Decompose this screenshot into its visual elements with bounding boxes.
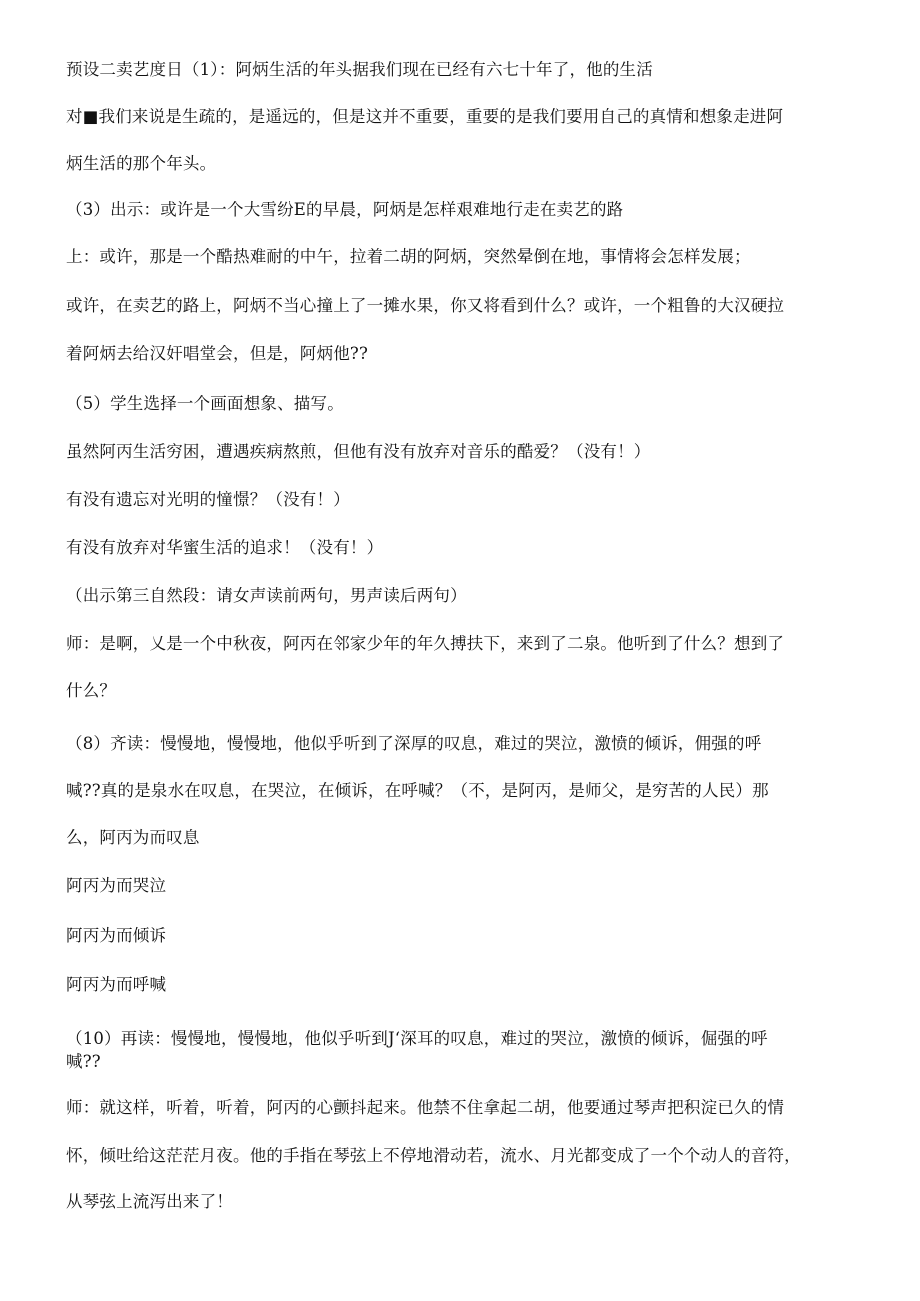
text-line: 阿丙为而哭泣 [66, 876, 167, 895]
text-line: 炳生活的那个年头。 [66, 154, 217, 173]
text-line: 什么？ [66, 681, 117, 700]
text-line: 或许，在卖艺的路上，阿炳不当心撞上了一摊水果，你又将看到什么？或许，一个粗鲁的大汉硬拉 [66, 296, 785, 315]
text-line: 师：就这样，听着，听着，阿丙的心颤抖起来。他禁不住拿起二胡，他要通过琴声把积淀已久的情 [66, 1098, 785, 1117]
text-line: 虽然阿丙生活穷困，遭遇疾病熬煎，但他有没有放弃对音乐的酷爱？（没有！） [66, 442, 651, 461]
text-line: 从琴弦上流泻出来了！ [66, 1192, 233, 1211]
text-line: （3）出示：或许是一个大雪纷E的早晨，阿炳是怎样艰难地行走在卖艺的路 [66, 200, 624, 219]
text-line: 对■我们来说是生疏的，是遥远的，但是这并不重要，重要的是我们要用自己的真情和想象走进阿 [66, 107, 784, 126]
text-line: 阿丙为而呼喊 [66, 975, 167, 994]
text-line: （8）齐读：慢慢地，慢慢地，他似乎听到了深厚的叹息，难过的哭泣，激愤的倾诉，佣强的呼 [66, 734, 762, 753]
text-line: 怀，倾吐给这茫茫月夜。他的手指在琴弦上不停地滑动若，流水、月光都变成了一个个动人的音符， [66, 1146, 801, 1165]
text-line: （10）再读：慢慢地，慢慢地，他似乎听到J‘深耳的叹息，难过的哭泣，激愤的倾诉，倔强的呼 [66, 1029, 768, 1048]
text-line: 阿丙为而倾诉 [66, 926, 167, 945]
text-line: 有没有遗忘对光明的憧憬？（没有！） [66, 490, 350, 509]
text-line: 上：或许，那是一个酷热难耐的中午，拉着二胡的阿炳，突然晕倒在地，事情将会怎样发展； [66, 247, 751, 266]
text-line: 喊?? [66, 1052, 101, 1071]
text-line: （5）学生选择一个画面想象、描写。 [66, 394, 344, 413]
text-line: （出示第三自然段：请女声读前两句，男声读后两句） [66, 586, 467, 605]
text-line: 着阿炳去给汉奸唱堂会，但是，阿炳他?? [66, 344, 368, 363]
text-line: 师：是啊，乂是一个中秋夜，阿丙在邻家少年的年久搏扶下，来到了二泉。他听到了什么？想到了 [66, 634, 785, 653]
text-line: 喊??真的是泉水在叹息，在哭泣，在倾诉，在呼喊？（不，是阿丙，是师父，是穷苦的人民）那 [66, 781, 769, 800]
text-line: 有没有放弃对华蜜生活的追求！（没有！） [66, 538, 384, 557]
text-line: 预设二卖艺度日（1）：阿炳生活的年头据我们现在已经有六七十年了，他的生活 [66, 60, 653, 79]
text-line: 么，阿丙为而叹息 [66, 828, 200, 847]
